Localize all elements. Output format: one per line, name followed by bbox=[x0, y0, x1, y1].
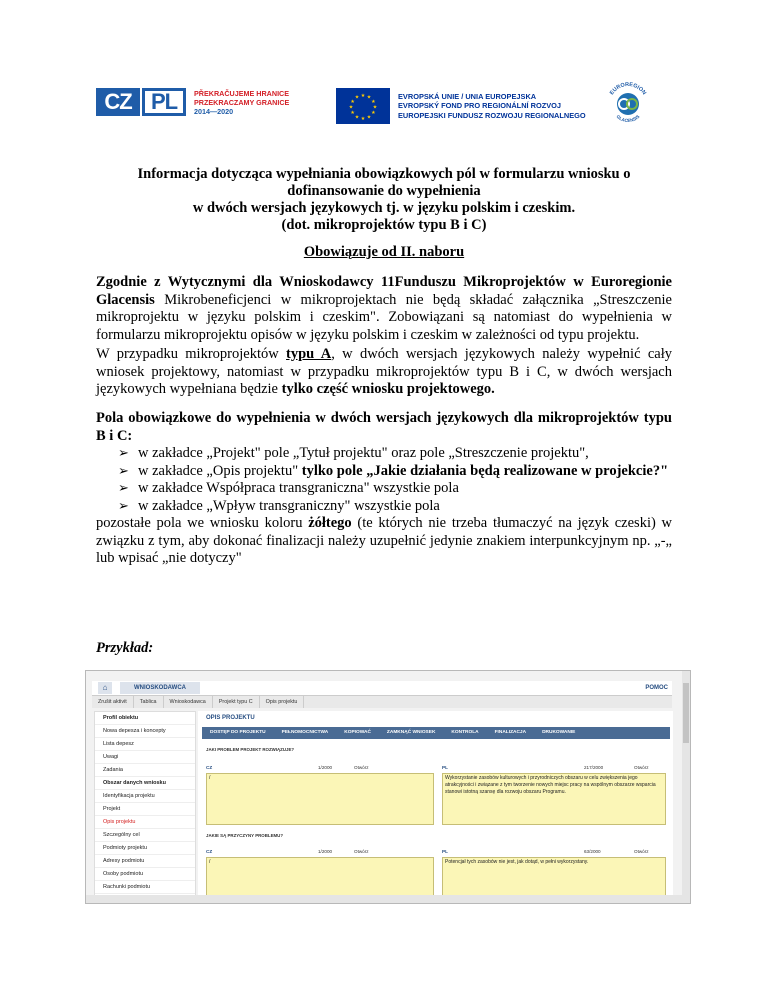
pl-label bbox=[442, 765, 448, 770]
toolbar bbox=[202, 727, 670, 739]
list-item: ➢ w zakładce „Wpływ transgraniczny" wszystkie pola bbox=[118, 498, 672, 516]
title-line4: (dot. mikroprojektów typu B i C) bbox=[281, 217, 487, 233]
help-button[interactable]: POMOC bbox=[645, 685, 668, 691]
eu-flag-icon bbox=[336, 88, 390, 124]
sidebar-item[interactable]: Nowa depesza i koncepty bbox=[95, 725, 195, 738]
tool-button[interactable]: KOPIOWAĆ bbox=[344, 730, 371, 735]
guidelines-bold: Zgodnie z Wytycznymi dla Wnioskodawcy 11Funduszu Mikroprojektów w Euroregionie Glacensis bbox=[96, 274, 672, 308]
paragraph-types bbox=[96, 346, 672, 399]
svg-text:★: ★ bbox=[354, 114, 360, 121]
tool-button[interactable]: FINALIZACJA bbox=[494, 730, 527, 735]
pl-label bbox=[442, 849, 448, 854]
czpl-logo-mark bbox=[96, 88, 186, 116]
pl-code: PL bbox=[442, 849, 448, 854]
tool-button[interactable]: DRUKOWANIE bbox=[542, 730, 576, 735]
tool-button[interactable]: DOSTĘP DO PROJEKTU bbox=[210, 730, 266, 735]
svg-text:GLACENSIS bbox=[616, 114, 641, 123]
char-count: 217/2000 bbox=[584, 765, 604, 770]
cz-code: CZ bbox=[206, 849, 213, 854]
guidelines-rest: Mikrobeneficjenci w mikroprojektach nie będą składać załącznika „Streszczenie mikroprojektu w języku polskim i czeskim". Zobowiązani są natomiast do wypełnienia w formularzu mikroprojektu opisów w języku polskim i czeskim w zależności od typu projektu. bbox=[96, 291, 672, 343]
tool-button[interactable]: ZAMKNĄĆ WNIOSEK bbox=[386, 730, 436, 735]
breadcrumb bbox=[92, 696, 672, 708]
sidebar-item[interactable]: Profil obiektu bbox=[95, 712, 195, 725]
crumb-item[interactable]: Wnioskodawca bbox=[164, 696, 213, 708]
eu-logo-text bbox=[398, 92, 586, 121]
czpl-mark-pl: PL bbox=[142, 88, 186, 116]
pl-code: PL bbox=[442, 765, 448, 770]
tool-button[interactable]: PEŁNOMOCNICTWA bbox=[281, 730, 329, 735]
home-icon[interactable]: ⌂ bbox=[98, 682, 112, 694]
svg-text:★: ★ bbox=[348, 104, 354, 111]
sidebar-item[interactable]: Osoby podmiotu bbox=[95, 868, 195, 881]
validity-heading: Obowiązuje od II. naboru bbox=[303, 244, 465, 260]
type-a-label: typu A bbox=[286, 346, 332, 362]
open-link[interactable]: Otwórz bbox=[354, 849, 369, 854]
list-item: ➢ w zakładce Współpraca transgraniczna" wszystkie pola bbox=[118, 480, 672, 498]
pl-textarea[interactable]: Potencjał tych zasobów nie jest, jak dotąd, w pełni wykorzystany. bbox=[442, 857, 666, 903]
types-text-a: W przypadku mikroprojektów bbox=[96, 346, 287, 362]
remaining-a: pozostałe pola we wniosku koloru bbox=[96, 515, 309, 531]
sidebar-item-active[interactable]: Opis projektu bbox=[95, 816, 195, 829]
vertical-scrollbar[interactable] bbox=[682, 671, 690, 903]
sidebar-item[interactable]: Adresy podmiotu bbox=[95, 855, 195, 868]
remaining-yellow: żółtego bbox=[308, 515, 352, 531]
czpl-line3: 2014—2020 bbox=[194, 106, 234, 116]
svg-text:★: ★ bbox=[360, 93, 366, 99]
crumb-item[interactable]: Opis projektu bbox=[260, 696, 305, 708]
sidebar-item[interactable]: Uwagi bbox=[95, 751, 195, 764]
svg-text:★: ★ bbox=[350, 110, 355, 116]
cz-textarea[interactable]: / bbox=[206, 857, 434, 903]
horizontal-scrollbar[interactable] bbox=[86, 895, 682, 903]
czpl-line1: PŘEKRAČUJEME HRANICE bbox=[194, 88, 290, 98]
eu-logo bbox=[336, 88, 586, 124]
svg-text:★: ★ bbox=[366, 114, 372, 121]
header-logos bbox=[96, 81, 656, 138]
czpl-logo-text bbox=[194, 89, 289, 116]
cz-code: CZ bbox=[206, 765, 213, 770]
sidebar-item[interactable]: Projekt bbox=[95, 803, 195, 816]
eu-line1: EVROPSKÁ UNIE / UNIA EUROPEJSKA bbox=[398, 91, 537, 101]
crumb-item[interactable]: Tablica bbox=[134, 696, 164, 708]
list-item: ➢ w zakładce „Projekt" pole „Tytuł projektu" oraz pole „Streszczenie projektu", bbox=[118, 445, 672, 463]
types-text-b: , w dwóch wersjach językowych należy wypełnić cały wniosek projektowy, natomiast w przypadku mikroprojektów typu B i C, w dwóch wersjach językowych wypełniana będzie bbox=[96, 346, 672, 397]
svg-text:★: ★ bbox=[372, 104, 378, 111]
list-item bbox=[118, 463, 672, 481]
bullet2-text: w zakładce „Opis projektu" bbox=[138, 462, 302, 479]
sidebar bbox=[94, 711, 196, 904]
glacensis-top-text: EUROREGION bbox=[609, 81, 647, 97]
char-count: 63/2000 bbox=[584, 849, 601, 854]
cz-label bbox=[206, 765, 212, 770]
svg-text:★: ★ bbox=[354, 94, 360, 101]
czpl-mark-cz: CZ bbox=[96, 88, 140, 116]
cz-textarea[interactable]: / bbox=[206, 773, 434, 825]
example-screenshot bbox=[85, 670, 691, 904]
mandatory-heading: Pola obowiązkowe do wypełnienia w dwóch wersjach językowych dla mikroprojektów typu B i C: bbox=[96, 410, 672, 444]
svg-text:★: ★ bbox=[371, 110, 376, 116]
sidebar-item[interactable]: Szczególny cel bbox=[95, 829, 195, 842]
remaining-fields-text bbox=[96, 515, 672, 568]
document-title bbox=[96, 166, 672, 234]
eu-line2: EVROPSKÝ FOND PRO REGIONÁLNÍ ROZVOJ bbox=[398, 101, 562, 111]
sidebar-item[interactable]: Obszar danych wniosku bbox=[95, 777, 195, 790]
title-line1: Informacja dotycząca wypełniania obowiązkowych pól w formularzu wniosku o bbox=[137, 166, 631, 182]
title-line2: dofinansowanie do wypełnienia bbox=[287, 183, 481, 199]
bullet2-bold: tylko pole „Jakie działania będą realizowane w projekcie?" bbox=[301, 462, 669, 479]
crumb-item[interactable]: Projekt typu C bbox=[213, 696, 260, 708]
mandatory-list bbox=[96, 445, 672, 515]
tool-button[interactable]: KONTROLA bbox=[451, 730, 479, 735]
main-panel bbox=[198, 711, 673, 903]
czpl-logo bbox=[96, 88, 289, 116]
remaining-c: (te których nie trzeba tłumaczyć na język czeski) w związku z tym, aby dokonać finalizacji należy uzupełnić jedynie znakiem interpunkcyjnym np. „-„ lub wpisać „nie dotyczy" bbox=[96, 515, 672, 566]
svg-text:★: ★ bbox=[366, 94, 372, 101]
app-top-bar bbox=[92, 681, 672, 696]
crumb-item[interactable]: Zrušit aktivit bbox=[92, 696, 134, 708]
czpl-line2: PRZEKRACZAMY GRANICE bbox=[194, 97, 290, 107]
svg-text:★: ★ bbox=[371, 99, 376, 105]
cz-label bbox=[206, 849, 212, 854]
open-link[interactable]: Otwórz bbox=[354, 765, 369, 770]
question-2: JAKIE SĄ PRZYCZYNY PROBLEMU? bbox=[206, 833, 284, 838]
scrollbar-thumb[interactable] bbox=[683, 683, 689, 743]
sidebar-item[interactable]: Identyfikacja projektu bbox=[95, 790, 195, 803]
svg-text:★: ★ bbox=[360, 116, 366, 122]
title-line3: w dwóch wersjach językowych tj. w języku polskim i czeskim. bbox=[192, 200, 576, 216]
types-text-c: tylko część wniosku projektowego. bbox=[281, 381, 495, 397]
example-heading: Przykład: bbox=[96, 640, 154, 656]
glacensis-logo bbox=[602, 78, 654, 130]
sidebar-item[interactable]: Podmioty projektu bbox=[95, 842, 195, 855]
open-link[interactable]: Otwórz bbox=[634, 765, 649, 770]
sidebar-item[interactable]: Rachunki podmiotu bbox=[95, 881, 195, 894]
paragraph-guidelines bbox=[96, 274, 672, 344]
char-count: 1/2000 bbox=[318, 765, 333, 770]
pl-textarea[interactable]: Wykorzystanie zasobów kulturowych i przyrodniczych obszaru w celu zwiększenia jego atrakcyjności i związane z tym tworzenie nowych miejsc pracy na wspólnym obszarze wsparcia stanowi istotną szansę dla rozwoju obszaru Programu. bbox=[442, 773, 666, 825]
glacensis-bottom-text: GLACENSIS bbox=[615, 113, 641, 124]
open-link[interactable]: Otwórz bbox=[634, 849, 649, 854]
sidebar-item[interactable]: Lista depesz bbox=[95, 738, 195, 751]
svg-text:★: ★ bbox=[350, 99, 355, 105]
sidebar-item[interactable]: Zadania bbox=[95, 764, 195, 777]
eu-line3: EUROPEJSKI FUNDUSZ ROZWOJU REGIONALNEGO bbox=[398, 110, 586, 120]
paragraph-mandatory bbox=[96, 410, 672, 568]
question-1: JAKI PROBLEM PROJEKT ROZWIĄZUJE? bbox=[206, 747, 295, 752]
panel-title: OPIS PROJEKTU bbox=[206, 715, 255, 721]
role-badge[interactable]: WNIOSKODAWCA bbox=[120, 682, 200, 694]
char-count: 1/2000 bbox=[318, 849, 333, 854]
